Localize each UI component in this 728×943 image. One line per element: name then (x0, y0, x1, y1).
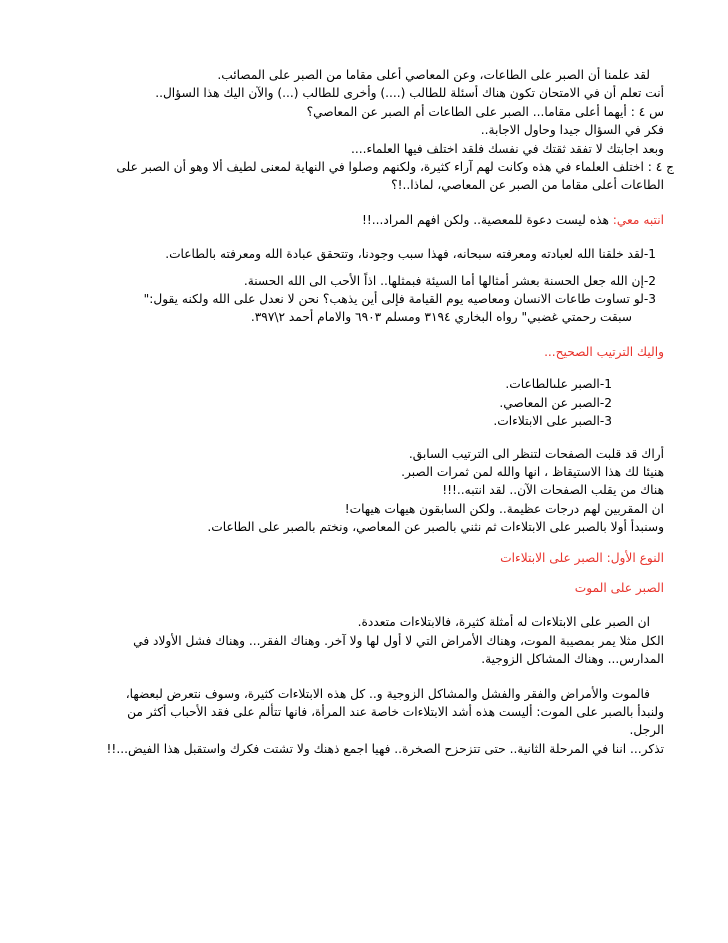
middle-line: هناك من يقلب الصفحات الآن.. لقد انتبه..!!! (442, 483, 664, 498)
intro-line: فكر في السؤال جيدا وحاول الاجابة.. (480, 123, 664, 138)
answer-line: ج ٤ : اختلف العلماء في هذه وكانت لهم آراء كثيرة، ولكنهم وصلوا في النهاية لمعنى لطيف ألا وهو أن الصبر على (116, 160, 674, 175)
paragraph-1 (74, 613, 664, 668)
middle-line: ان المقربين لهم درجات عظيمة.. ولكن السابقون هيهات هيهات! (344, 501, 664, 516)
order-list (74, 375, 664, 430)
order-item: 3-الصبر على الابتلاءات. (493, 414, 612, 429)
paragraph-line: تذكر... اننا في المرحلة الثانية.. حتى تتزحزح الصخرة.. فهيا اجمع ذهنك ولا تشتت فكرك واستقبل هذا الفيض...!! (106, 741, 664, 756)
order-item: 2-الصبر عن المعاصي. (499, 395, 612, 410)
section-heading: النوع الأول: الصبر على الابتلاءات (500, 550, 664, 565)
answer-line: الطاعات أعلى مقاما من الصبر عن المعاصي، لماذا..!؟ (391, 178, 664, 193)
order-heading: واليك الترتيب الصحيح... (544, 344, 664, 359)
reason-item: 1-لقد خلقنا الله لعبادته ومعرفته سبحانه، فهذا سبب وجودنا، وتتحقق عبادة الله ومعرفته بالطاعات. (165, 247, 656, 262)
reasons-list (74, 245, 664, 327)
intro-line: وبعد اجابتك لا تفقد ثقتك في نفسك فلقد اختلف فيها العلماء.... (350, 141, 664, 156)
notice-text: هذه ليست دعوة للمعصية.. ولكن افهم المراد...!! (362, 212, 613, 227)
middle-line: وسنبدأ أولا بالصبر على الابتلاءات ثم نثني بالصبر عن المعاصي، ونختم بالصبر على الطاعات. (207, 520, 664, 535)
paragraph-line: فالموت والأمراض والفقر والفشل والمشاكل الزوجية و.. كل هذه الابتلاءات كثيرة، وسوف نتعرض لبعضها، (125, 686, 650, 701)
reason-item: 3-لو تساوت طاعات الانسان ومعاصيه يوم القيامة فإلى أين يذهب؟ نحن لا نعدل على الله ولكنه يقول:" (143, 292, 656, 307)
paragraph-line: المدارس... وهناك المشاكل الزوجية. (481, 652, 664, 667)
paragraph-line: الكل مثلا يمر بمصيبة الموت، وهناك الأمراض التي لا أول لها ولا آخر. وهناك الفقر... وهناك فشل الأولاد في (133, 633, 664, 648)
middle-section (74, 445, 664, 537)
order-item: 1-الصبر علىالطاعات. (505, 377, 612, 392)
intro-section (74, 66, 674, 195)
paragraph-line: الرجل. (629, 723, 664, 738)
sub-heading: الصبر على الموت (574, 580, 664, 595)
middle-line: هنيئا لك هذا الاستيقاظ ، انها والله لمن ثمرات الصبر. (401, 464, 664, 479)
notice-line (74, 211, 664, 229)
intro-line: لقد علمنا أن الصبر على الطاعات، وعن المعاصي أعلى مقاما من الصبر على المصائب. (217, 68, 650, 82)
question-line: س ٤ : أيهما أعلى مقاما... الصبر على الطاعات أم الصبر عن المعاصي؟ (306, 104, 664, 119)
reason-item: 2-إن الله جعل الحسنة بعشر أمثالها أما السيئة فبمثلها.. اذاً الأحب الى الله الحسنة. (243, 273, 656, 288)
reason-item-continued: سبقت رحمتي غضبي" رواه البخاري ٣١٩٤ ومسلم ٦٩٠٣ والامام أحمد ٢\٣٩٧. (250, 310, 632, 325)
paragraph-2 (74, 685, 664, 759)
paragraph-line: ولنبدأ بالصبر على الموت: أليست هذه أشد الابتلاءات خاصة عند المرأة، فانها تتألم على فقد الأحباب أكثر من (127, 704, 664, 719)
notice-label: انتبه معي: (612, 212, 664, 227)
paragraph-line: ان الصبر على الابتلاءات له أمثلة كثيرة، فالابتلاءات متعددة. (357, 615, 650, 630)
middle-line: أراك قد قلبت الصفحات لتنظر الى الترتيب السابق. (408, 446, 664, 461)
intro-line: أنت تعلم أن في الامتحان تكون هناك أسئلة للطالب (....) وأخرى للطالب (...) والآن اليك هذا السؤال.. (155, 86, 664, 101)
